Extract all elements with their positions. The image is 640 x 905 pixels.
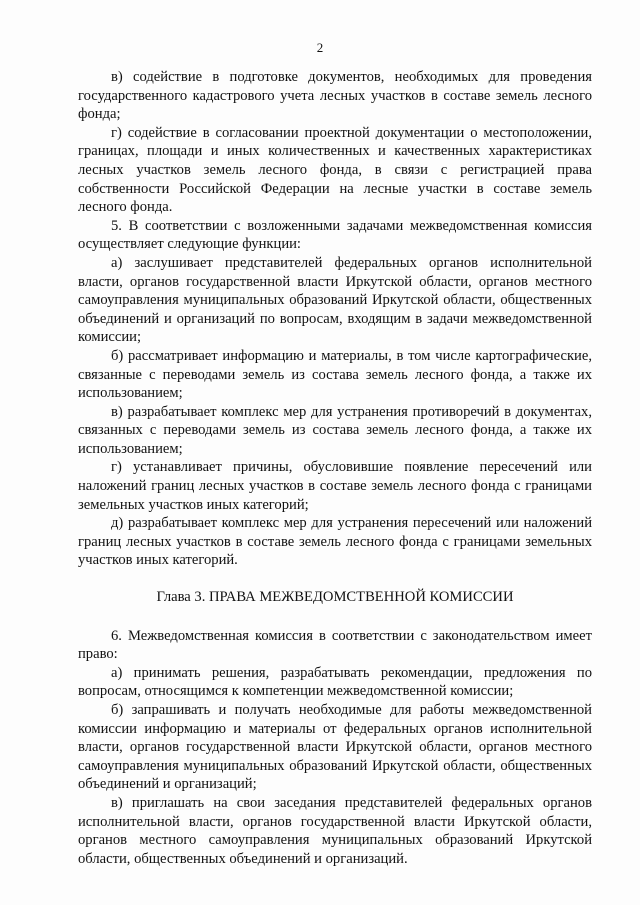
- paragraph-5a: а) заслушивает представителей федеральных органов исполнительной власти, органов государственной власти Иркутской области, органов местного самоуправления муниципальных образований Иркутской области, общественных объединений и организаций по вопросам, входящим в задачи межведомственной комиссии;: [78, 254, 592, 346]
- paragraph-6: 6. Межведомственная комиссия в соответствии с законодательством имеет право:: [78, 627, 592, 663]
- paragraph-5: 5. В соответствии с возложенными задачами межведомственная комиссия осуществляет следующие функции:: [78, 217, 592, 253]
- paragraph-6b: б) запрашивать и получать необходимые для работы межведомственной комиссии информацию и материалы от федеральных органов исполнительной власти, органов государственной власти Иркутской области, органов местного самоуправления муниципальных образований Иркутской области, общественных объединений и организаций;: [78, 702, 592, 793]
- chapter-title: Глава 3. ПРАВА МЕЖВЕДОМСТВЕННОЙ КОМИССИИ: [156, 589, 514, 606]
- paragraph-5g: г) устанавливает причины, обусловившие появление пересечений или наложений границ лесных участков в составе земель лесного фонда с границами земельных участков иных категорий;: [78, 459, 592, 513]
- page-number: 2: [316, 40, 324, 55]
- paragraph-5v: в) разрабатывает комплекс мер для устранения противоречий в документах, связанных с переводами земель из состава земель лесного фонда, а также их использованием;: [78, 403, 592, 457]
- paragraph-3g: г) содействие в согласовании проектной документации о местоположении, границах, площади и иных количественных и качественных характеристиках лесных участков земель лесного фонда, в связи с регистрацией права собственности Российской Федерации на лесные участки в составе земель лесного фонда.: [78, 124, 592, 216]
- paragraph-6a: а) принимать решения, разрабатывать рекомендации, предложения по вопросам, относящимся к компетенции межведомственной комиссии;: [78, 664, 592, 700]
- document-body: [78, 68, 592, 868]
- paragraph-6v: в) приглашать на свои заседания представителей федеральных органов исполнительной власти, органов государственной власти Иркутской области, органов местного самоуправления муниципальных образований Иркутской области, общественных объединений и организаций.: [78, 794, 592, 867]
- paragraph-5d: д) разрабатывает комплекс мер для устранения пересечений или наложений границ лесных участков в составе земель лесного фонда с границами земельных участков иных категорий.: [78, 515, 592, 569]
- paragraph-3v: в) содействие в подготовке документов, необходимых для проведения государственного кадастрового учета лесных участков в составе земель лесного фонда;: [78, 69, 592, 123]
- paragraph-5b: б) рассматривает информацию и материалы, в том числе картографические, связанные с переводами земель из состава земель лесного фонда, а также их использованием;: [78, 347, 592, 402]
